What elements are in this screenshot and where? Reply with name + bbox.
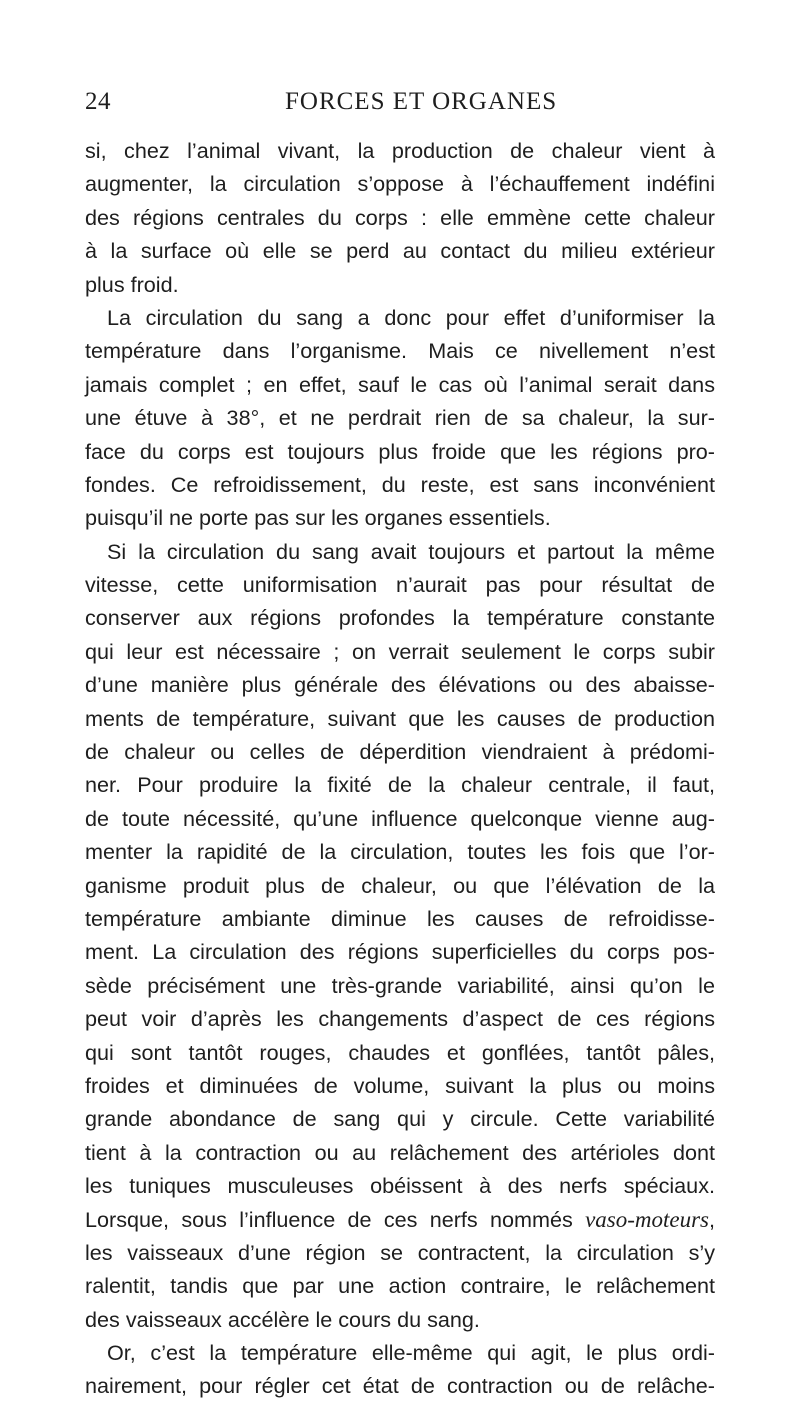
text-line bbox=[85, 1236, 715, 1269]
text-line bbox=[85, 601, 715, 634]
text-line bbox=[85, 401, 715, 434]
page-number: 24 bbox=[85, 88, 111, 115]
line-text: ner. Pour produire la fixité de la chaleur centrale, il faut, bbox=[85, 772, 715, 798]
line-text: jamais complet ; en effet, sauf le cas où l’animal serait dans bbox=[85, 371, 715, 397]
text-line bbox=[85, 368, 715, 401]
line-text: d’une manière plus générale des élévations ou des abaisse- bbox=[85, 672, 715, 698]
line-text: une étuve à 38°, et ne perdrait rien de sa chaleur, la sur- bbox=[85, 405, 715, 431]
text-line bbox=[85, 735, 715, 768]
line-text: qui leur est nécessaire ; on verrait seulement le corps subir bbox=[85, 638, 715, 664]
text-line bbox=[85, 802, 715, 835]
line-text: qui sont tantôt rouges, chaudes et gonflées, tantôt pâles, bbox=[85, 1039, 715, 1065]
text-line bbox=[85, 1069, 715, 1102]
text-line bbox=[85, 768, 715, 801]
line-text: les tuniques musculeuses obéissent à des nerfs spéciaux. bbox=[85, 1173, 715, 1199]
line-text: nairement, pour régler cet état de contraction ou de relâche- bbox=[85, 1373, 715, 1399]
page-header bbox=[85, 88, 720, 118]
line-text: froides et diminuées de volume, suivant la plus ou moins bbox=[85, 1072, 715, 1098]
text-line bbox=[85, 935, 715, 968]
line-text: ganisme produit plus de chaleur, ou que l’élévation de la bbox=[85, 872, 715, 898]
line-text: face du corps est toujours plus froide que les régions pro- bbox=[85, 438, 715, 464]
text-line bbox=[85, 835, 715, 868]
text-line bbox=[85, 535, 715, 568]
text-line bbox=[85, 301, 715, 334]
line-text: conserver aux régions profondes la température constante bbox=[85, 605, 715, 631]
body-text bbox=[85, 134, 715, 1403]
text-line bbox=[85, 1169, 715, 1202]
text-line bbox=[85, 201, 715, 234]
line-text: menter la rapidité de la circulation, toutes les fois que l’or- bbox=[85, 839, 715, 865]
line-text: augmenter, la circulation s’oppose à l’échauffement indéfini bbox=[85, 171, 715, 197]
text-line bbox=[85, 902, 715, 935]
line-text: température dans l’organisme. Mais ce nivellement n’est bbox=[85, 338, 715, 364]
text-line bbox=[85, 234, 715, 267]
text-line bbox=[85, 334, 715, 367]
line-text: température ambiante diminue les causes de refroidisse- bbox=[85, 905, 715, 931]
line-text: grande abondance de sang qui y circule. Cette variabilité bbox=[85, 1106, 715, 1132]
running-title: FORCES ET ORGANES bbox=[285, 88, 558, 115]
text-line bbox=[85, 134, 715, 167]
line-text: fondes. Ce refroidissement, du reste, est sans inconvénient bbox=[85, 471, 715, 497]
line-text: de toute nécessité, qu’une influence quelconque vienne aug- bbox=[85, 805, 715, 831]
line-text: La circulation du sang a donc pour effet d’uniformiser la bbox=[107, 304, 715, 330]
line-text: les vaisseaux d’une région se contractent, la circulation s’y bbox=[85, 1239, 715, 1265]
text-line bbox=[85, 1303, 715, 1336]
line-text: ralentit, tandis que par une action contraire, le relâchement bbox=[85, 1273, 715, 1299]
line-text: des vaisseaux accélère le cours du sang. bbox=[85, 1306, 480, 1332]
line-text: ment. La circulation des régions superficielles du corps pos- bbox=[85, 939, 715, 965]
text-line bbox=[85, 1036, 715, 1069]
line-text: ments de température, suivant que les causes de production bbox=[85, 705, 715, 731]
line-text: Or, c’est la température elle-même qui agit, le plus ordi- bbox=[107, 1340, 715, 1366]
line-text: à la surface où elle se perd au contact du milieu extérieur bbox=[85, 238, 715, 264]
line-text: des régions centrales du corps : elle emmène cette chaleur bbox=[85, 204, 715, 230]
text-line bbox=[85, 969, 715, 1002]
text-line bbox=[85, 1369, 715, 1402]
line-text: Si la circulation du sang avait toujours et partout la même bbox=[107, 538, 715, 564]
line-text: vitesse, cette uniformisation n’aurait pas pour résultat de bbox=[85, 572, 715, 598]
text-line bbox=[85, 1269, 715, 1302]
text-line bbox=[85, 435, 715, 468]
text-line bbox=[85, 1136, 715, 1169]
text-line bbox=[85, 268, 715, 301]
line-text: si, chez l’animal vivant, la production de chaleur vient à bbox=[85, 138, 715, 163]
line-text: puisqu’il ne porte pas sur les organes essentiels. bbox=[85, 505, 551, 531]
italic-term: vaso-moteurs bbox=[585, 1206, 709, 1232]
text-line bbox=[85, 167, 715, 200]
line-text: sède précisément une très-grande variabilité, ainsi qu’on le bbox=[85, 972, 715, 998]
text-line bbox=[85, 1102, 715, 1135]
text-line bbox=[85, 501, 715, 534]
text-line bbox=[85, 869, 715, 902]
line-text: plus froid. bbox=[85, 271, 179, 297]
line-text: tient à la contraction ou au relâchement des artérioles dont bbox=[85, 1139, 715, 1165]
text-line bbox=[85, 702, 715, 735]
text-line bbox=[85, 1336, 715, 1369]
text-line bbox=[85, 668, 715, 701]
text-line bbox=[85, 468, 715, 501]
line-text: peut voir d’après les changements d’aspect de ces régions bbox=[85, 1006, 715, 1032]
text-line bbox=[85, 635, 715, 668]
line-text: de chaleur ou celles de déperdition viendraient à prédomi- bbox=[85, 739, 715, 765]
line-text-tail: , bbox=[709, 1206, 715, 1232]
line-text: Lorsque, sous l’influence de ces nerfs nommés bbox=[85, 1206, 586, 1232]
text-line bbox=[85, 1002, 715, 1035]
text-line bbox=[85, 1203, 715, 1236]
text-line bbox=[85, 568, 715, 601]
